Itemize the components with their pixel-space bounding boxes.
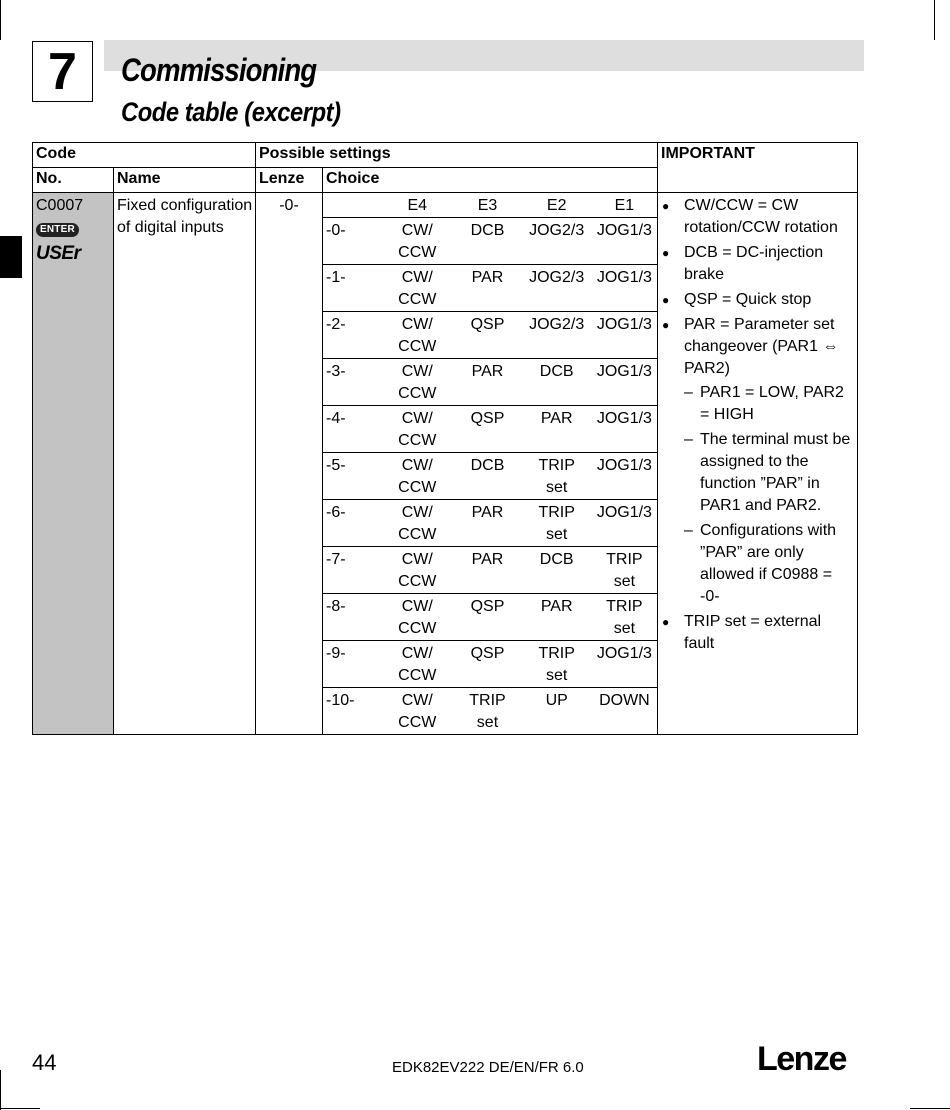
choice-value-e1 bbox=[592, 594, 657, 641]
choice-number: -7- bbox=[323, 547, 381, 594]
choice-col-header: E3 bbox=[477, 197, 498, 214]
choice-value-line: CW/ bbox=[401, 363, 433, 380]
choice-value-e3 bbox=[453, 688, 521, 735]
choice-value-line: PAR bbox=[471, 363, 504, 380]
header-lenze: Lenze bbox=[256, 168, 323, 193]
page-number: 44 bbox=[32, 1050, 57, 1075]
choice-value-line: CW/ bbox=[401, 551, 433, 568]
choice-value-e1 bbox=[592, 688, 657, 735]
choice-value-line: CCW bbox=[398, 620, 437, 637]
important-item: ● DCB = DC-injection brake bbox=[662, 242, 851, 286]
choice-value-e3 bbox=[453, 547, 521, 594]
par-sub-list bbox=[684, 382, 851, 608]
choice-value-e4 bbox=[381, 688, 453, 735]
choice-value-e1 bbox=[592, 406, 657, 453]
choice-value-e1 bbox=[592, 218, 657, 265]
header-important: IMPORTANT bbox=[658, 143, 858, 193]
page-title: Commissioning bbox=[121, 52, 317, 88]
choice-value-e3 bbox=[453, 641, 521, 688]
choice-value-line: CCW bbox=[398, 526, 437, 543]
choice-value-e1 bbox=[592, 359, 657, 406]
choice-value-e4 bbox=[381, 265, 453, 312]
choice-row bbox=[323, 453, 657, 500]
choice-value-e1 bbox=[592, 312, 657, 359]
choice-value-line: PAR bbox=[471, 551, 504, 568]
choice-row bbox=[323, 688, 657, 735]
important-item-text: PAR = Parameter set changeover (PAR1 ⇔ PAR2) bbox=[684, 316, 839, 377]
code-cell bbox=[33, 193, 114, 735]
choice-value-e2 bbox=[522, 312, 592, 359]
lenze-default: -0- bbox=[256, 193, 323, 735]
choice-value-line: JOG1/3 bbox=[596, 222, 652, 239]
choice-value-line: set bbox=[613, 573, 636, 590]
choice-value-line: CCW bbox=[398, 385, 437, 402]
header-name: Name bbox=[114, 168, 256, 193]
choice-value-e2 bbox=[522, 688, 592, 735]
choice-cell bbox=[323, 193, 658, 735]
enter-key-icon: ENTER bbox=[36, 223, 79, 237]
choice-value-line: CW/ bbox=[401, 645, 433, 662]
choice-value-e1 bbox=[592, 265, 657, 312]
choice-value-line: CW/ bbox=[401, 222, 433, 239]
choice-number: -2- bbox=[323, 312, 381, 359]
choice-value-line: PAR bbox=[540, 598, 573, 615]
choice-value-line: PAR bbox=[471, 504, 504, 521]
choice-value-line: CCW bbox=[398, 479, 437, 496]
choice-value-e2 bbox=[522, 406, 592, 453]
choice-value-line: CW/ bbox=[401, 504, 433, 521]
header-choice: Choice bbox=[323, 168, 658, 193]
choice-value-e4 bbox=[381, 406, 453, 453]
choice-value-line: DCB bbox=[470, 222, 505, 239]
choice-row bbox=[323, 547, 657, 594]
choice-value-line: CW/ bbox=[401, 457, 433, 474]
choice-value-line: CCW bbox=[398, 244, 437, 261]
crop-mark-bottom-right bbox=[910, 1108, 950, 1109]
choice-value-line: TRIP bbox=[538, 645, 575, 662]
choice-value-line: CW/ bbox=[401, 316, 433, 333]
choice-col-header: E2 bbox=[546, 197, 567, 214]
choice-value-line: DCB bbox=[539, 551, 574, 568]
choice-value-e3 bbox=[453, 265, 521, 312]
choice-value-e4 bbox=[381, 500, 453, 547]
chapter-number: 7 bbox=[32, 41, 93, 102]
choice-value-e3 bbox=[453, 312, 521, 359]
document-id: EDK82EV222 DE/EN/FR 6.0 bbox=[392, 1059, 584, 1076]
choice-value-line: JOG2/3 bbox=[529, 222, 585, 239]
choice-value-line: JOG1/3 bbox=[596, 410, 652, 427]
important-item: ● TRIP set = external fault bbox=[662, 611, 851, 655]
choice-row bbox=[323, 218, 657, 265]
code-name: Fixed configuration of digital inputs bbox=[114, 193, 256, 735]
header-no: No. bbox=[33, 168, 114, 193]
choice-value-e1 bbox=[592, 547, 657, 594]
header-code: Code bbox=[33, 143, 256, 168]
choice-number: -0- bbox=[323, 218, 381, 265]
chapter-side-tab bbox=[0, 236, 22, 278]
choice-value-e3 bbox=[453, 359, 521, 406]
choice-row bbox=[323, 312, 657, 359]
par-sub-item: – The terminal must be assigned to the function ”PAR” in PAR1 and PAR2. bbox=[684, 429, 851, 517]
choice-row bbox=[323, 500, 657, 547]
choice-value-line: PAR bbox=[471, 269, 504, 286]
choice-value-line: JOG1/3 bbox=[596, 457, 652, 474]
user-menu-icon: USEr bbox=[36, 243, 81, 264]
choice-value-line: QSP bbox=[470, 316, 505, 333]
lenze-logo: Lenze bbox=[757, 1040, 846, 1078]
choice-value-e4 bbox=[381, 453, 453, 500]
choice-value-line: set bbox=[476, 714, 499, 731]
choice-value-line: JOG1/3 bbox=[596, 363, 652, 380]
choice-value-line: CW/ bbox=[401, 410, 433, 427]
choice-value-e2 bbox=[522, 500, 592, 547]
choice-value-line: UP bbox=[545, 692, 568, 709]
choice-value-line: DCB bbox=[539, 363, 574, 380]
choice-value-e1 bbox=[592, 641, 657, 688]
choice-value-line: CCW bbox=[398, 338, 437, 355]
choice-value-line: CCW bbox=[398, 667, 437, 684]
choice-col-blank bbox=[323, 193, 381, 218]
crop-mark-bottom-left-h bbox=[0, 1108, 40, 1109]
choice-value-line: CW/ bbox=[401, 598, 433, 615]
choice-row bbox=[323, 406, 657, 453]
choice-value-line: DOWN bbox=[599, 692, 650, 709]
crop-mark-bottom-left bbox=[0, 1070, 1, 1110]
choice-value-line: TRIP bbox=[606, 551, 643, 568]
crop-mark-top-left bbox=[0, 0, 1, 40]
choice-col-header: E1 bbox=[614, 197, 635, 214]
header-possible-settings: Possible settings bbox=[256, 143, 658, 168]
choice-number: -1- bbox=[323, 265, 381, 312]
choice-value-line: set bbox=[613, 620, 636, 637]
choice-value-e3 bbox=[453, 500, 521, 547]
choice-value-e4 bbox=[381, 359, 453, 406]
choice-value-line: set bbox=[546, 667, 568, 684]
choice-col-header: E4 bbox=[407, 197, 428, 214]
choice-number: -8- bbox=[323, 594, 381, 641]
choice-value-e2 bbox=[522, 453, 592, 500]
choice-value-e4 bbox=[381, 547, 453, 594]
choice-value-line: CCW bbox=[398, 291, 437, 308]
choice-row bbox=[323, 641, 657, 688]
choice-number: -5- bbox=[323, 453, 381, 500]
choice-value-line: QSP bbox=[470, 410, 505, 427]
choice-table bbox=[323, 193, 657, 734]
choice-value-e2 bbox=[522, 218, 592, 265]
important-list bbox=[662, 195, 851, 655]
choice-value-e4 bbox=[381, 594, 453, 641]
choice-value-line: JOG1/3 bbox=[596, 316, 652, 333]
choice-value-e2 bbox=[522, 641, 592, 688]
choice-value-line: PAR bbox=[540, 410, 573, 427]
choice-row bbox=[323, 265, 657, 312]
choice-value-line: CCW bbox=[398, 714, 437, 731]
code-table bbox=[32, 142, 858, 735]
choice-value-line: TRIP bbox=[469, 692, 506, 709]
choice-value-line: QSP bbox=[470, 598, 505, 615]
choice-value-line: JOG2/3 bbox=[529, 316, 585, 333]
par-sub-item: – Configurations with ”PAR” are only allowed if C0988 = -0- bbox=[684, 520, 851, 608]
choice-value-e3 bbox=[453, 453, 521, 500]
choice-value-e3 bbox=[453, 406, 521, 453]
choice-value-e2 bbox=[522, 594, 592, 641]
choice-value-e3 bbox=[453, 594, 521, 641]
choice-value-line: CW/ bbox=[401, 269, 433, 286]
important-item: ● QSP = Quick stop bbox=[662, 289, 851, 311]
choice-value-line: TRIP bbox=[606, 598, 643, 615]
choice-value-line: JOG1/3 bbox=[596, 504, 652, 521]
choice-value-e2 bbox=[522, 547, 592, 594]
page-subtitle: Code table (excerpt) bbox=[121, 97, 341, 127]
choice-value-e1 bbox=[592, 453, 657, 500]
choice-number: -10- bbox=[323, 688, 381, 735]
choice-value-line: CCW bbox=[398, 573, 437, 590]
choice-value-line: DCB bbox=[470, 457, 505, 474]
crop-mark-top-right bbox=[934, 0, 935, 40]
choice-value-line: JOG2/3 bbox=[529, 269, 585, 286]
choice-row bbox=[323, 359, 657, 406]
choice-value-e2 bbox=[522, 265, 592, 312]
choice-value-e4 bbox=[381, 641, 453, 688]
choice-value-line: JOG1/3 bbox=[596, 645, 652, 662]
choice-value-line: TRIP bbox=[538, 457, 575, 474]
choice-value-e2 bbox=[522, 359, 592, 406]
choice-number: -4- bbox=[323, 406, 381, 453]
choice-value-line: QSP bbox=[470, 645, 505, 662]
choice-value-line: CW/ bbox=[401, 692, 433, 709]
choice-value-e1 bbox=[592, 500, 657, 547]
code-number: C0007 bbox=[36, 197, 84, 214]
choice-value-line: CCW bbox=[398, 432, 437, 449]
choice-value-line: TRIP bbox=[538, 504, 575, 521]
par-sub-item: – PAR1 = LOW, PAR2 = HIGH bbox=[684, 382, 851, 426]
choice-value-line: JOG1/3 bbox=[596, 269, 652, 286]
choice-row bbox=[323, 594, 657, 641]
important-item bbox=[662, 314, 851, 608]
important-cell bbox=[658, 193, 858, 735]
choice-number: -9- bbox=[323, 641, 381, 688]
choice-value-e3 bbox=[453, 218, 521, 265]
important-item: ● CW/CCW = CW rotation/CCW rotation bbox=[662, 195, 851, 239]
choice-number: -6- bbox=[323, 500, 381, 547]
choice-value-line: set bbox=[546, 479, 568, 496]
choice-value-line: set bbox=[546, 526, 568, 543]
choice-number: -3- bbox=[323, 359, 381, 406]
choice-value-e4 bbox=[381, 312, 453, 359]
choice-value-e4 bbox=[381, 218, 453, 265]
